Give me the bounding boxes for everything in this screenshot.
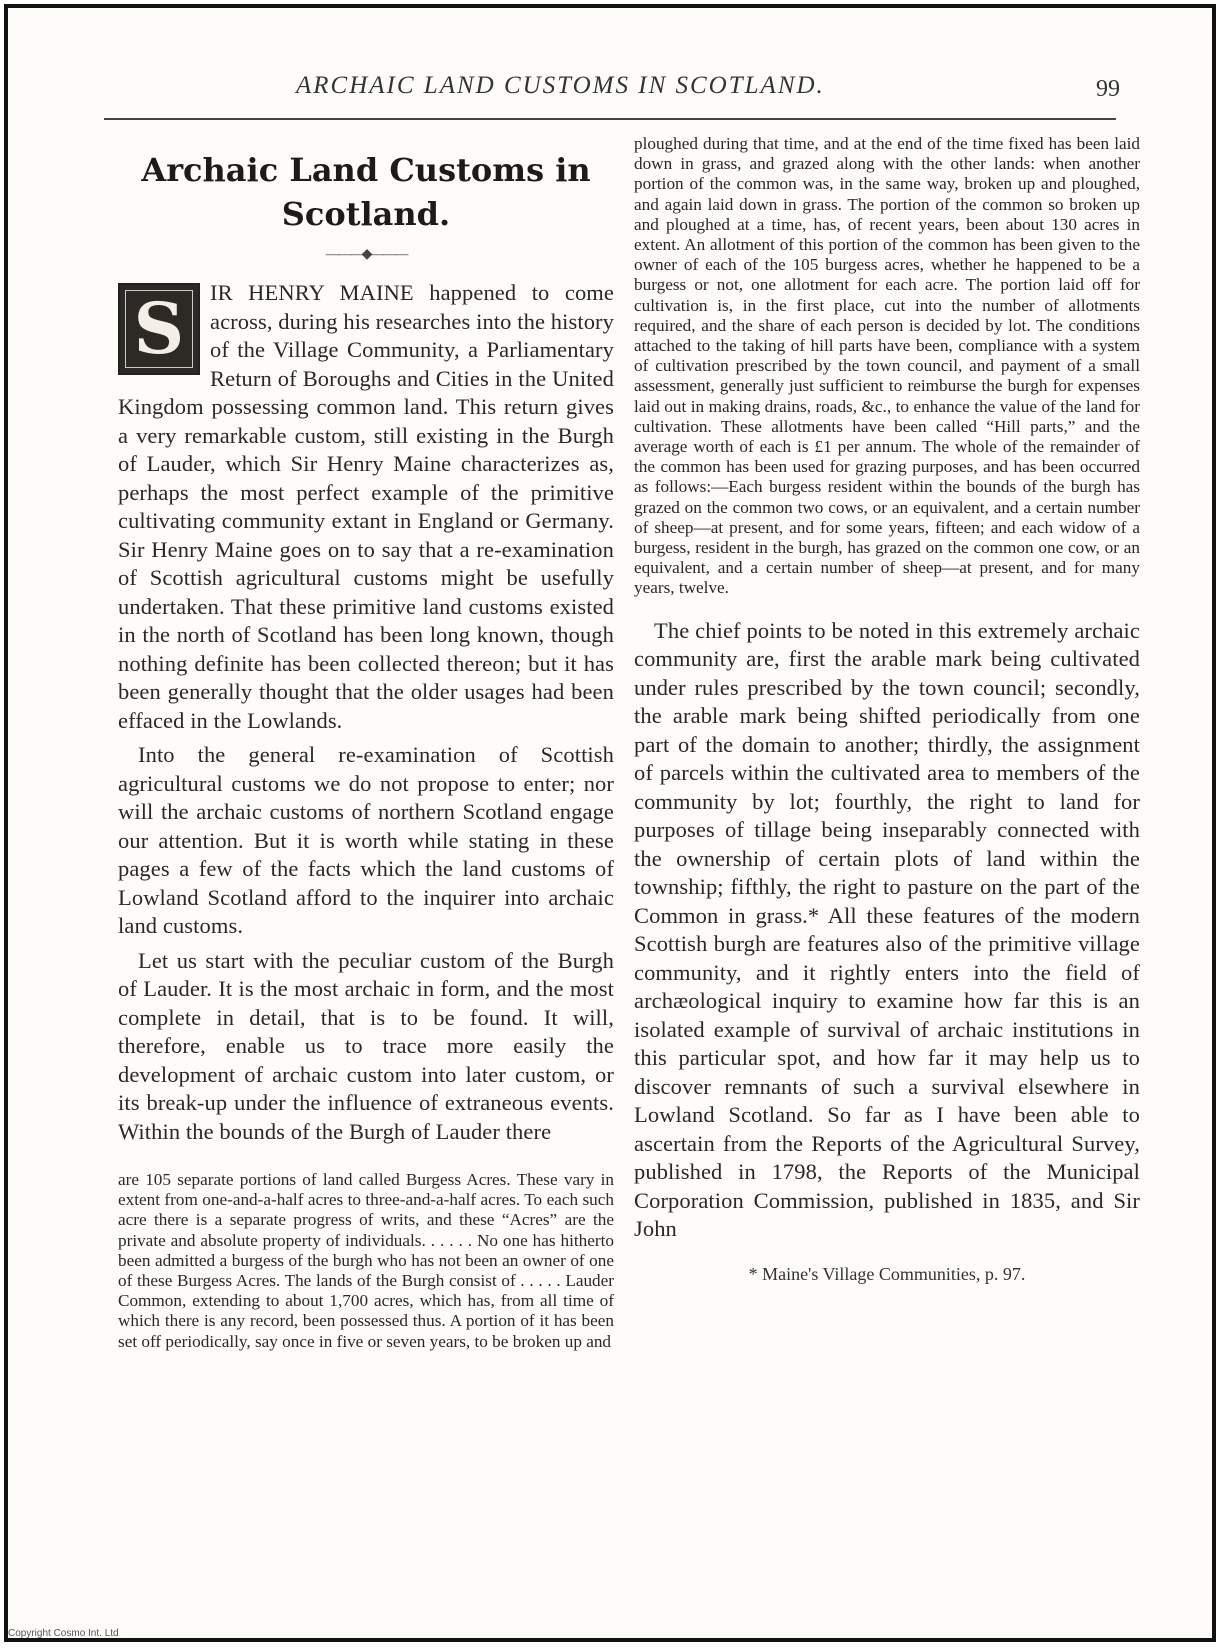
running-title: ARCHAIC LAND CUSTOMS IN SCOTLAND. [296,72,825,99]
left-column [118,134,614,1352]
right-column [634,134,1140,1285]
paragraph-four: The chief points to be noted in this extremely archaic community are, first the arable mark being cultivated under rules prescribed by the town council; secondly, the arable mark being shifted periodically from one part of the domain to another; thirdly, the assignment of parcels within the cultivated area to members of the community by lot; fourthly, the right to land for purposes of tillage being inseparably connected with the ownership of certain plots of land within the township; fifthly, the right to pasture on the part of the Common in grass.* All these features of the modern Scottish burgh are features also of the primitive village community, and it rightly enters into the field of archæological inquiry to examine how far this is an isolated example of survival of archaic institutions in this particular spot, and how far it may help us to discover remnants of such a survival elsewhere in Lowland Scotland. So far as I have been able to ascertain from the Reports of the Agricultural Survey, published in 1798, the Reports of the Municipal Corporation Commission, published in 1835, and Sir John [634,617,1140,1242]
title-ornament: ———◆——— [325,247,407,262]
paragraph-intro [118,279,614,735]
page-frame [4,4,1216,1642]
quotation-left: are 105 separate portions of land called Burgess Acres. These vary in extent from one-and-a-half acres to three-and-a-half acres. To each such acre there is a separate progress of writs, and these “Acres” are the private and absolute property of individuals. . . . . . No one has hitherto been admitted a burgess of the burgh who has not been an owner of one of these Burgess Acres. The lands of the Burgh consist of . . . . . Lauder Common, extending to about 1,700 acres, which has, from all time of which there is any record, been possessed thus. A portion of it has been set off periodically, say once in five or seven years, to be broken up and [118,1170,614,1351]
copyright-notice: Copyright Cosmo Int. Ltd [8,1628,119,1639]
drop-cap-letter: S [133,287,185,370]
footnote: * Maine's Village Communities, p. 97. [748,1263,1026,1284]
page-number: 99 [1096,76,1120,102]
paragraph-three: Let us start with the peculiar custom of the Burgh of Lauder. It is the most archaic in form, and the most complete in detail, that is to be found. It will, therefore, enable us to trace more easily the development of archaic custom into later custom, or its break-up under the influence of extraneous events. Within the bounds of the Burgh of Lauder there [118,947,614,1144]
paragraph-intro-text: IR HENRY MAINE happened to come across, during his researches into the history of the Village Community, a Parliamentary Return of Boroughs and Cities in the United Kingdom possessing common land. This return gives a very remarkable custom, still existing in the Burgh of Lauder, which Sir Henry Maine characterizes as, perhaps the most perfect example of the primitive cultivating community extant in England or Germany. Sir Henry Maine goes on to say that a re-examination of Scottish agricultural customs might be usefully undertaken. That these primitive land customs existed in the north of Scotland has been long known, though nothing definite has been collected thereon; but it has been generally thought that the older usages had been effaced in the Lowlands. [118,280,614,733]
quotation-right: ploughed during that time, and at the end of the time fixed has been laid down in grass, and grazed along with the other lands: when another portion of the common was, in the same way, broken up and ploughed, and again laid down in grass. The portion of the common so broken up and ploughed at a time, has, of recent years, been about 130 acres in extent. An allotment of this portion of the common has been given to the owner of each of the 105 burgess acres, whether he happened to be a burgess or not, one allotment for each acre. The portion laid off for cultivation is, in the first place, cut into the number of allotments required, and the share of each person is decided by lot. The conditions attached to the taking of hill parts have been, compliance with a system of cultivation prescribed by the town council, and payment of a small assessment, generally just sufficient to reimburse the burgh for expenses laid out in making drains, roads, &c., to enhance the value of the land for cultivation. These allotments have been called “Hill parts,” and the average worth of each is £1 per annum. The whole of the remainder of the common has been used for grazing purposes, and has been occurred as follows:—Each burgess resident within the bounds of the burgh has grazed on the common two cows, or an equivalent, and a certain number of sheep—at present, and for some years, fifteen; and each widow of a burgess, resident in the burgh, has grazed on the common one cow, or an equivalent, and a certain number of sheep—at present, and for many years, twelve. [634,134,1140,598]
paragraph-two: Into the general re-examination of Scottish agricultural customs we do not propose to enter; nor will the archaic customs of northern Scotland engage our attention. But it is worth while stating in these pages a few of the facts which the land customs of Lowland Scotland afford to the inquirer into archaic land customs. [118,742,614,938]
drop-cap-icon [118,283,200,375]
header-rule [104,118,1116,120]
article-title: Archaic Land Customs in Scotland. [141,151,591,233]
